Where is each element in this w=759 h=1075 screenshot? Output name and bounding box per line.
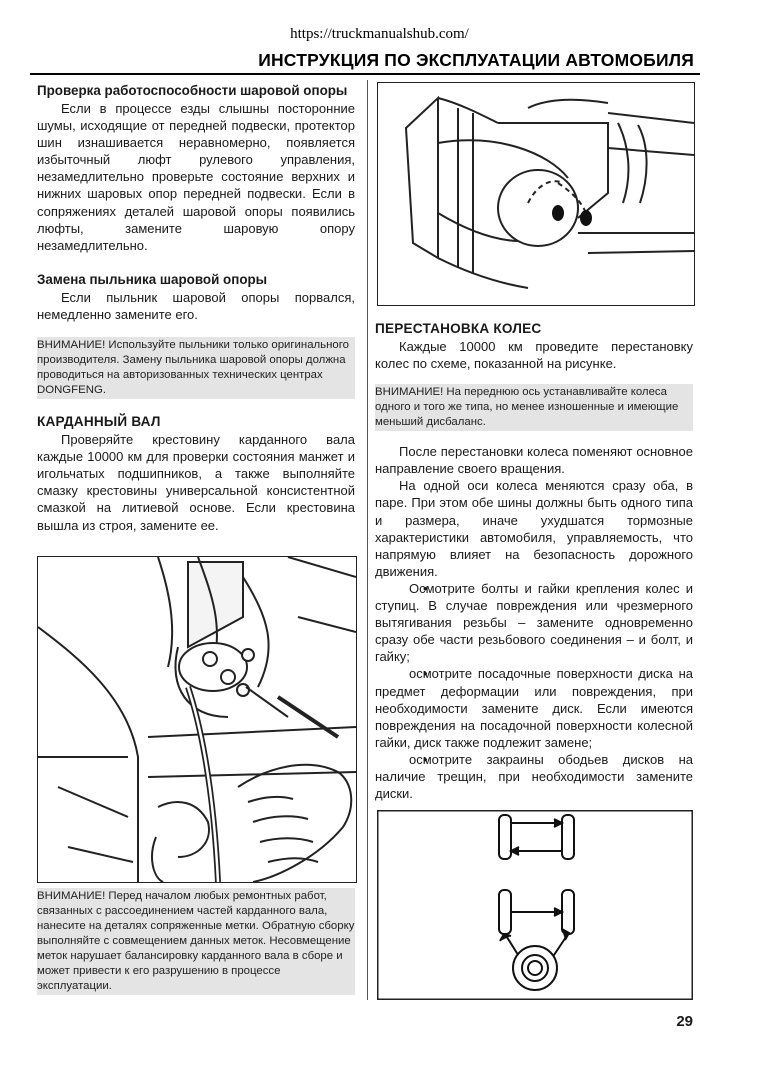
- wheel-rotation-title: ПЕРЕСТАНОВКА КОЛЕС: [375, 321, 542, 336]
- driveshaft-wrench-illustration: [38, 557, 356, 882]
- wheel-rotation-note: ВНИМАНИЕ! На переднюю ось устанавливайте колеса одного и того же типа, но менее изношенные и имеющие меньший дисбаланс.: [375, 384, 693, 431]
- front-left-wheel: [499, 815, 511, 859]
- axle-pair-text: На одной оси колеса меняются сразу оба, в паре. При этом обе шины должны быть одного типа и размера, иначе ухудшатся тормозные характеристики автомобиля, управляемость, что напрямую влияет на безопасность дорожного движения.: [375, 478, 693, 579]
- driveshaft-warning-note: ВНИМАНИЕ! Перед началом любых ремонтных работ, связанных с рассоединением частей карданного вала, нанесите на деталях сопряженные метки. Обратную сборку выполняйте с совмещением данных меток. Несовмещение меток нарушает балансировку карданного вала в сборе и может привести к его разрушению в процессе эксплуатации.: [37, 888, 355, 995]
- ball-joint-check-title: Проверка работоспособности шаровой опоры: [37, 83, 348, 98]
- driveshaft-figure: [37, 556, 357, 883]
- ball-joint-check-text: Если в процессе езды слышны посторонние шумы, исходящие от передней подвески, протектор шин изнашивается неравномерно, появляется избыточный люфт рулевого управления, незамедлительно проверьте состояние верхних и нижних шаровых опор передней подвески. Если в сопряжениях деталей шаровой опоры появились люфты, замените шаровую опору незамедлительно.: [37, 101, 355, 253]
- header-rule: [30, 73, 700, 75]
- page-number: 29: [676, 1013, 693, 1030]
- boot-replacement-text: Если пыльник шаровой опоры порвался, немедленно замените его.: [37, 289, 355, 322]
- rear-left-wheel: [499, 890, 511, 934]
- column-divider: [367, 80, 368, 1000]
- driveshaft-title: КАРДАННЫЙ ВАЛ: [37, 414, 161, 430]
- boot-warning-note: ВНИМАНИЕ! Используйте пыльники только оригинального производителя. Замену пыльника шаровой опоры должна проводиться на авторизованных технических центрах DONGFENG.: [37, 337, 355, 399]
- boot-replacement-title: Замена пыльника шаровой опоры: [37, 271, 268, 287]
- front-right-wheel: [562, 815, 574, 859]
- bullet-rim-flanges: • осмотрите закраины ободьев дисков на наличие трещин, при необходимости замените диски.: [375, 751, 693, 802]
- wheel-rotation-text: Каждые 10000 км проведите перестановку колес по схеме, показанной на рисунке.: [375, 339, 693, 372]
- driveshaft-text: Проверяйте крестовину карданного вала каждые 10000 км для проверки состояния манжет и игольчатых подшипников, а также выполняйте смазку крестовины универсальной консистентной смазкой на литиевой основе. Если крестовина вышла из строя, замените ее.: [37, 432, 355, 533]
- wheel-rotation-scheme: [377, 810, 693, 1000]
- bullet-bolts: • Осмотрите болты и гайки крепления колес и ступиц. В случае повреждения или чрезмерного вытягивания резьбы – замените одновременно сразу обе части резьбового соединения – и болт, и гайку;: [375, 580, 693, 665]
- rotation-direction-text: После перестановки колеса поменяют основное направление своего вращения.: [375, 444, 693, 477]
- left-column-bottom: [37, 888, 355, 995]
- running-header: ИНСТРУКЦИЯ ПО ЭКСПЛУАТАЦИИ АВТОМОБИЛЯ: [258, 50, 694, 70]
- wheel-rotation-diagram: [377, 810, 693, 1000]
- right-column: [375, 320, 693, 802]
- ball-joint-figure: [377, 82, 695, 306]
- source-url: https://truckmanualshub.com/: [290, 26, 469, 42]
- spare-wheel: [513, 946, 557, 990]
- left-column: [37, 82, 355, 534]
- ball-joint-illustration: [378, 83, 694, 305]
- bullet-seating-surface: • осмотрите посадочные поверхности диска на предмет деформации или повреждения, при необходимости замените диск. Если имеются повреждения на посадочной поверхности колесной гайки, диск также подлежит замене;: [375, 665, 693, 750]
